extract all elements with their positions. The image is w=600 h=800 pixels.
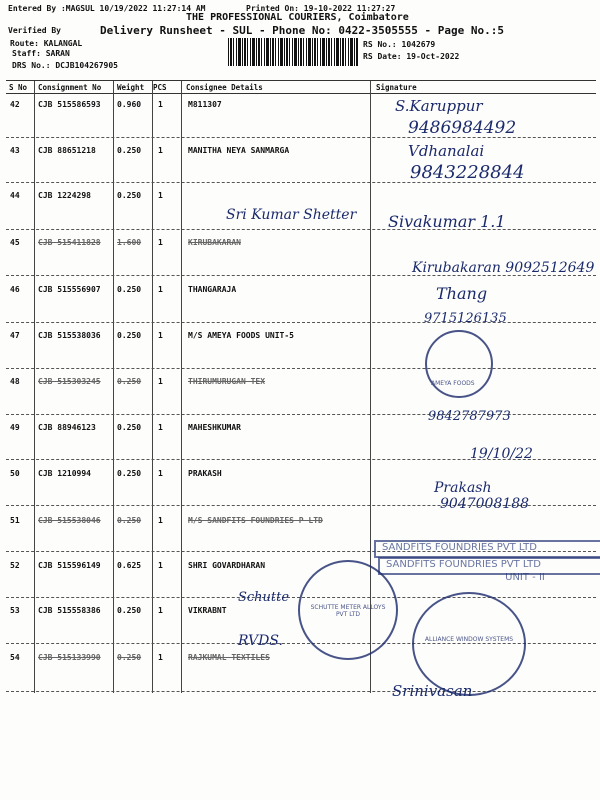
- table-header-rule: [6, 93, 596, 94]
- row-consignee: KIRUBAKARAN: [188, 238, 241, 247]
- stamp-text: UNIT - II: [505, 572, 545, 583]
- company-seal-stamp: [412, 592, 526, 696]
- handwritten-name: Prakash: [434, 480, 492, 496]
- row-pcs: 1: [158, 469, 163, 478]
- row-consignment: CJB 515556907: [38, 285, 101, 294]
- col-divider: [152, 81, 153, 693]
- row-consignee: MAHESHKUMAR: [188, 423, 241, 432]
- row-sno: 50: [10, 469, 20, 478]
- handwritten-name: Sri Kumar Shetter: [226, 207, 357, 223]
- col-divider: [181, 81, 182, 693]
- row-consignment: CJB 1210994: [38, 469, 91, 478]
- row-pcs: 1: [158, 146, 163, 155]
- handwritten-name: Sivakumar 1.1: [388, 212, 506, 231]
- row-weight: 0.625: [117, 561, 142, 570]
- company-name: THE PROFESSIONAL COURIERS, Coimbatore: [186, 12, 409, 23]
- row-consignee: VIKRABNT: [188, 606, 227, 615]
- row-separator: [6, 368, 596, 369]
- row-sno: 52: [10, 561, 20, 570]
- row-consignee: PRAKASH: [188, 469, 222, 478]
- row-consignment: CJB 515596149: [38, 561, 101, 570]
- row-consignee: THANGARAJA: [188, 285, 237, 294]
- row-sno: 42: [10, 100, 20, 109]
- row-weight: 0.250: [117, 606, 142, 615]
- row-weight: 0.250: [117, 331, 142, 340]
- row-weight: 1.600: [117, 238, 142, 247]
- handwritten-phone: Kirubakaran 9092512649: [412, 260, 595, 276]
- row-sno: 53: [10, 606, 20, 615]
- table-top-rule: [6, 80, 596, 81]
- rs-date: RS Date: 19-Oct-2022: [363, 52, 460, 61]
- entered-by: Entered By :MAGSUL 10/19/2022 11:27:14 AM: [8, 4, 206, 13]
- row-consignee: M/S AMEYA FOODS UNIT-5: [188, 331, 294, 340]
- row-consignment: CJB 515411828: [38, 238, 101, 247]
- row-separator: [6, 322, 596, 323]
- row-sno: 46: [10, 285, 20, 294]
- row-consignment: CJB 515303245: [38, 377, 101, 386]
- col-header-signature: Signature: [376, 83, 417, 92]
- company-seal-stamp: [425, 330, 493, 398]
- col-divider: [113, 81, 114, 693]
- row-weight: 0.250: [117, 377, 142, 386]
- row-pcs: 1: [158, 606, 163, 615]
- row-sno: 47: [10, 331, 20, 340]
- row-pcs: 1: [158, 516, 163, 525]
- row-consignment: CJB 1224298: [38, 191, 91, 200]
- handwritten-name: Thang: [436, 284, 488, 303]
- row-pcs: 1: [158, 561, 163, 570]
- page-title: Delivery Runsheet - SUL - Phone No: 0422-3505555 - Page No.:5: [100, 24, 504, 37]
- row-pcs: 1: [158, 238, 163, 247]
- row-pcs: 1: [158, 100, 163, 109]
- company-rect-stamp: [374, 540, 600, 558]
- printed-on: Printed On: 19-10-2022 11:27:27: [246, 4, 396, 13]
- row-pcs: 1: [158, 331, 163, 340]
- row-separator: [6, 691, 596, 692]
- handwritten-phone: 9843228844: [410, 162, 525, 183]
- row-weight: 0.250: [117, 653, 142, 662]
- row-sno: 51: [10, 516, 20, 525]
- col-divider: [34, 81, 35, 693]
- row-consignee: M/S SANDFITS FOUNDRIES P LTD: [188, 516, 323, 525]
- row-weight: 0.250: [117, 423, 142, 432]
- col-header-consignee: Consignee Details: [186, 83, 263, 92]
- staff: Staff: SARAN: [12, 49, 70, 58]
- row-weight: 0.960: [117, 100, 142, 109]
- row-weight: 0.250: [117, 285, 142, 294]
- row-sno: 44: [10, 191, 20, 200]
- row-consignment: CJB 515558386: [38, 606, 101, 615]
- row-sno: 54: [10, 653, 20, 662]
- row-pcs: 1: [158, 653, 163, 662]
- handwritten-phone: 9486984492: [408, 118, 517, 138]
- handwritten-phone: 9047008188: [440, 496, 530, 512]
- col-header-sno: S No: [9, 83, 28, 92]
- row-consignment: CJB 515538046: [38, 516, 101, 525]
- verified-by: Verified By: [8, 26, 61, 35]
- row-consignee: RAJKUMAL TEXTILES: [188, 653, 270, 662]
- barcode: [228, 38, 358, 66]
- row-sno: 49: [10, 423, 20, 432]
- row-consignee: SHRI GOVARDHARAN: [188, 561, 266, 570]
- handwritten-name: Vdhanalai: [408, 142, 485, 160]
- row-weight: 0.250: [117, 146, 142, 155]
- stamp-text: SANDFITS FOUNDRIES PVT LTD: [386, 559, 541, 570]
- row-pcs: 1: [158, 191, 163, 200]
- company-rect-stamp: [480, 572, 570, 584]
- col-header-weight: Weight: [117, 83, 145, 92]
- row-consignee: THIRUMURUGAN TEX: [188, 377, 266, 386]
- rs-number: RS No.: 1042679: [363, 40, 436, 49]
- company-seal-stamp: [298, 560, 398, 660]
- row-weight: 0.250: [117, 516, 142, 525]
- row-consignment: CJB 515133990: [38, 653, 101, 662]
- route: Route: KALANGAL: [10, 39, 83, 48]
- row-consignment: CJB 88651218: [38, 146, 96, 155]
- col-header-pcs: PCS: [153, 83, 167, 92]
- row-weight: 0.250: [117, 191, 142, 200]
- row-pcs: 1: [158, 377, 163, 386]
- row-pcs: 1: [158, 423, 163, 432]
- seal-text: AMEYA FOODS: [431, 380, 475, 387]
- row-consignee: M811307: [188, 100, 222, 109]
- row-sno: 43: [10, 146, 20, 155]
- row-consignment: CJB 515586593: [38, 100, 101, 109]
- row-pcs: 1: [158, 285, 163, 294]
- handwritten-name: RVDS.: [238, 633, 283, 649]
- drs-number: DRS No.: DCJB104267905: [12, 61, 118, 70]
- col-header-consignment: Consignment No: [38, 83, 102, 92]
- handwritten-phone: 9842787973: [428, 409, 511, 424]
- handwritten-name: Srinivasan: [392, 682, 473, 700]
- stamp-text: SANDFITS FOUNDRIES PVT LTD: [382, 542, 537, 553]
- row-consignment: CJB 88946123: [38, 423, 96, 432]
- row-consignment: CJB 515538036: [38, 331, 101, 340]
- row-sno: 48: [10, 377, 20, 386]
- handwritten-name: Schutte: [238, 590, 290, 605]
- handwritten-phone: 9715126135: [424, 311, 507, 326]
- seal-text: SCHUTTE METER ALLOYS PVT LTD: [310, 604, 386, 618]
- seal-text: ALLIANCE WINDOW SYSTEMS: [424, 636, 514, 643]
- row-consignee: MANITHA NEYA SANMARGA: [188, 146, 290, 155]
- handwritten-name: S.Karuppur: [395, 97, 483, 115]
- row-weight: 0.250: [117, 469, 142, 478]
- handwritten-date: 19/10/22: [470, 446, 533, 462]
- row-separator: [6, 229, 596, 230]
- row-sno: 45: [10, 238, 20, 247]
